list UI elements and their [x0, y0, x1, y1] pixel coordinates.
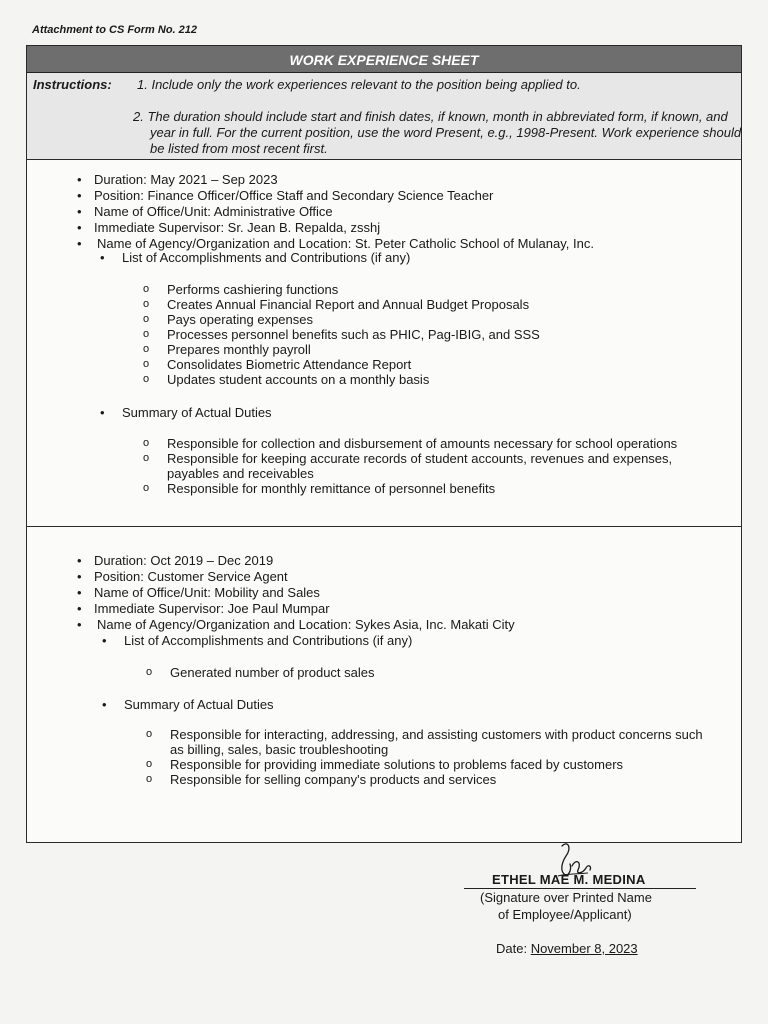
duties-list [143, 436, 703, 496]
list-item: o Responsible for selling company's products and services [146, 772, 706, 787]
duties-heading: • Summary of Actual Duties [102, 697, 274, 713]
instruction-item-1: 1. Include only the work experiences relevant to the position being applied to. [137, 77, 581, 92]
accomplishments-heading: • List of Accomplishments and Contributions (if any) [100, 250, 410, 266]
experience-entry [27, 160, 741, 527]
supervisor-field: • Immediate Supervisor: Sr. Jean B. Repalda, zsshj [77, 220, 594, 236]
experience-entry [27, 527, 741, 843]
accomplishments-list [146, 665, 706, 680]
list-item: o Pays operating expenses [143, 312, 703, 327]
instructions-label: Instructions: [33, 77, 112, 92]
office-field: • Name of Office/Unit: Administrative Office [77, 204, 594, 220]
position-field: • Position: Customer Service Agent [77, 569, 515, 585]
date-row [496, 941, 638, 956]
office-field: • Name of Office/Unit: Mobility and Sales [77, 585, 515, 601]
supervisor-field: • Immediate Supervisor: Joe Paul Mumpar [77, 601, 515, 617]
list-item: o Responsible for collection and disbursement of amounts necessary for school operations [143, 436, 703, 451]
signature-line [464, 888, 696, 889]
entry-fields [77, 172, 594, 252]
duties-list [146, 727, 706, 787]
date-value: November 8, 2023 [530, 941, 638, 956]
list-item: o Prepares monthly payroll [143, 342, 703, 357]
duration-field: • Duration: May 2021 – Sep 2023 [77, 172, 594, 188]
position-field: • Position: Finance Officer/Office Staff and Secondary Science Teacher [77, 188, 594, 204]
duties-heading: • Summary of Actual Duties [100, 405, 272, 421]
signature-caption-2: of Employee/Applicant) [498, 907, 632, 922]
duration-field: • Duration: Oct 2019 – Dec 2019 [77, 553, 515, 569]
list-item: o Creates Annual Financial Report and Annual Budget Proposals [143, 297, 703, 312]
instruction-item-2: 2. The duration should include start and finish dates, if known, month in abbreviated form, if known, and year in full. For the current position, use the word Present, e.g., 1998-Present. Work experience should be listed from most recent first. [133, 109, 742, 156]
list-item: o Responsible for interacting, addressing, and assisting customers with product concerns such as billing, sales, basic troubleshooting [146, 727, 706, 757]
list-item: o Generated number of product sales [146, 665, 706, 680]
list-item: o Responsible for keeping accurate records of student accounts, revenues and expenses, payables and receivables [143, 451, 703, 481]
attachment-label: Attachment to CS Form No. 212 [32, 24, 198, 36]
list-item: o Responsible for providing immediate solutions to problems faced by customers [146, 757, 706, 772]
signature-caption: (Signature over Printed Name [480, 890, 652, 905]
list-item: o Consolidates Biometric Attendance Report [143, 357, 703, 372]
date-label: Date: [496, 941, 531, 956]
sheet-title: WORK EXPERIENCE SHEET [27, 46, 741, 73]
list-item: o Processes personnel benefits such as PHIC, Pag-IBIG, and SSS [143, 327, 703, 342]
list-item: o Responsible for monthly remittance of personnel benefits [143, 481, 703, 496]
accomplishments-heading: • List of Accomplishments and Contributions (if any) [102, 633, 412, 649]
list-item: o Updates student accounts on a monthly basis [143, 372, 703, 387]
work-experience-sheet [26, 45, 742, 843]
accomplishments-list [143, 282, 703, 387]
printed-name: ETHEL MAE M. MEDINA [492, 872, 646, 887]
agency-field: • Name of Agency/Organization and Location: Sykes Asia, Inc. Makati City [77, 617, 515, 633]
instructions-section [27, 73, 741, 160]
entry-fields [77, 553, 515, 633]
agency-field: • Name of Agency/Organization and Location: St. Peter Catholic School of Mulanay, Inc. [77, 236, 594, 252]
list-item: o Performs cashiering functions [143, 282, 703, 297]
